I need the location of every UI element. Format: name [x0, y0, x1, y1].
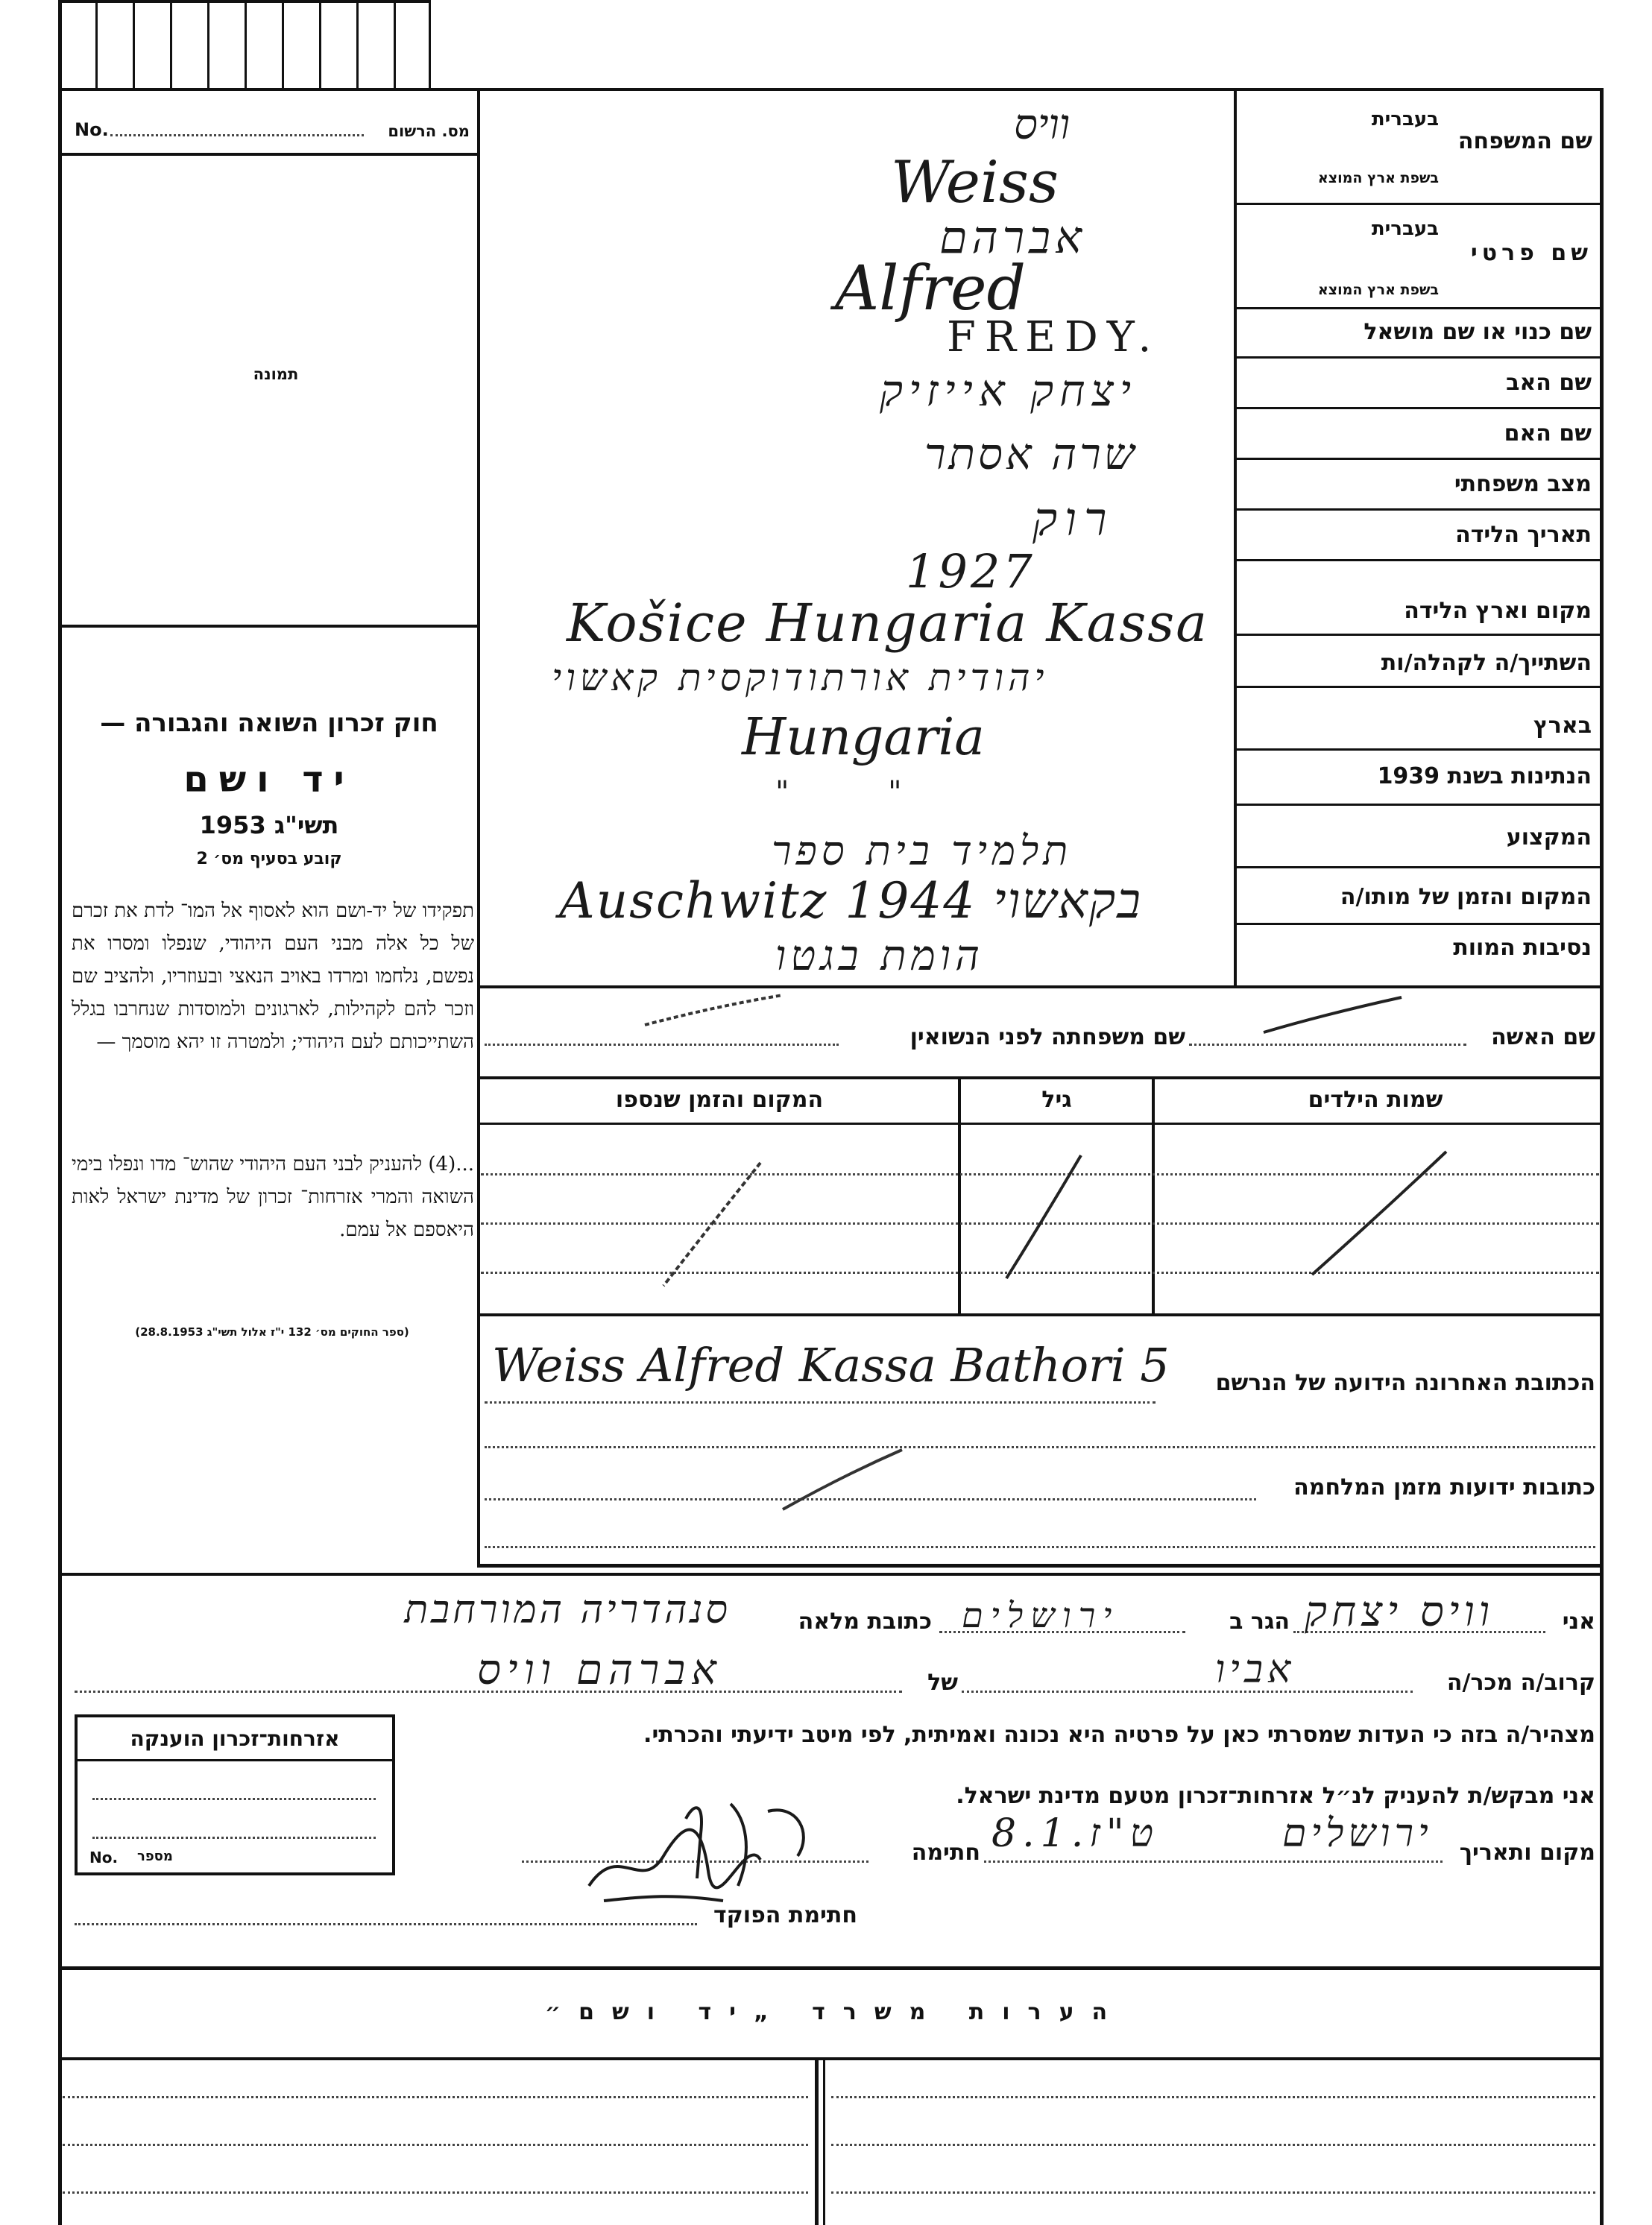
marital-value[interactable]: רוק [1032, 492, 1115, 546]
law-title: חוק זכרון השואה והגבורה — [100, 708, 438, 738]
family-origin-label: בשפת ארץ המוצא [1317, 170, 1439, 186]
citizenship-granted-box [75, 1714, 395, 1875]
office-notes-divider [815, 2059, 819, 2225]
citizenship-box-title: אזרחות־זכרון הוענקה [130, 1726, 340, 1751]
place-value[interactable]: ירושלים [1282, 1811, 1433, 1856]
death-circumstances-label: נסיבות המוות [1453, 935, 1592, 961]
war-address-label: כתובות ידועות מזמן המלחמה [1293, 1474, 1595, 1500]
date-value[interactable]: 8.1.ט"ז [991, 1811, 1160, 1856]
family-hebrew-value[interactable]: וויס [1014, 101, 1071, 149]
first-origin-label: בשפת ארץ המוצא [1317, 282, 1439, 298]
row-line [1234, 458, 1603, 460]
declarant-top-border [58, 1573, 1604, 1576]
photo-label: תמונה [253, 365, 299, 383]
first-hebrew-value[interactable]: אברהם [939, 212, 1086, 264]
declarant-i-label: אני [1562, 1609, 1595, 1635]
law-year: תשי"ג 1953 [199, 811, 339, 839]
row-line [1234, 923, 1603, 925]
declarant-address-label: כתובת מלאה [798, 1609, 932, 1635]
of-label: של [927, 1670, 958, 1696]
community-value[interactable]: יהודית אורתודוקסית קאשוי [552, 656, 1049, 699]
office-notes-line[interactable] [831, 2144, 1595, 2146]
inspector-label: חתימת הפוקד [713, 1902, 857, 1928]
marital-label: מצב משפחתי [1454, 471, 1592, 497]
family-name-label: שם המשפחה [1457, 128, 1592, 154]
office-notes-line[interactable] [63, 2144, 808, 2146]
office-notes-title: הערות משרד „יד ושם״ [544, 1999, 1126, 2025]
citizenship-box-line[interactable] [92, 1837, 376, 1839]
mother-value[interactable]: שרה אסתר [924, 429, 1138, 479]
place-date-label: מקום ותאריך [1459, 1840, 1595, 1866]
maiden-name-label: שם משפחתה לפני הנשואין [909, 1024, 1185, 1050]
country-value[interactable]: Hungaria [742, 708, 985, 767]
maiden-name-line[interactable] [485, 1044, 839, 1046]
relation-value[interactable]: אביו [1215, 1647, 1296, 1692]
last-address-label: הכתובת האחרונה הידועה של הנרשם [1215, 1370, 1595, 1396]
registration-label: מס. הרשום [388, 122, 470, 140]
birth-place-value[interactable]: Košice Hungaria Kassa [567, 593, 1208, 654]
children-col-line [958, 1076, 961, 1315]
citizenship-box-number: מספר [137, 1849, 173, 1864]
death-place-value[interactable]: Auschwitz 1944 בקאשוי [559, 872, 1142, 930]
maiden-dash-stroke [641, 988, 790, 1032]
label-column-divider [1234, 88, 1237, 986]
address-extra-line[interactable] [485, 1446, 1595, 1448]
row-line [1234, 686, 1603, 688]
left-margin-line [58, 0, 62, 2225]
children-col-line [1152, 1076, 1155, 1315]
place-date-line[interactable] [984, 1861, 1443, 1863]
section-line [477, 1564, 1603, 1568]
left-column-divider [477, 88, 480, 1568]
wife-line[interactable] [1189, 1044, 1466, 1046]
death-circumstances-value[interactable]: הומת בגטו [775, 932, 984, 980]
row-line [1234, 866, 1603, 868]
first-name-label: שם פרטי [1470, 240, 1592, 266]
citizenship-value[interactable]: " " [775, 775, 947, 809]
children-place-stroke [656, 1159, 768, 1293]
row-line [1234, 203, 1603, 205]
section-line [477, 1313, 1603, 1316]
row-line [1234, 356, 1603, 359]
declarant-signature [574, 1789, 827, 1916]
children-names-header: שמות הילדים [1308, 1087, 1443, 1113]
law-name: יד ושם [183, 759, 355, 801]
birth-date-value[interactable]: 1927 [906, 544, 1035, 599]
inspector-signature-line[interactable] [75, 1923, 697, 1925]
registration-underline [61, 153, 479, 156]
row-line [1234, 559, 1603, 561]
family-hebrew-label: בעברית [1371, 108, 1439, 130]
declarant-lives-label: הגר ב [1229, 1609, 1290, 1635]
law-paragraph-2: ...(4) להעניק לבני העם היהודי שהוש־ מדו ונפלו בימי השואה והמרי אזרחות־ זכרון של מדינת ישראל לאות היאספם אל עמם. [72, 1153, 474, 1241]
children-names-stroke [1305, 1148, 1454, 1282]
profession-value[interactable]: תלמיד בית ספר [772, 827, 1073, 874]
last-address-line[interactable] [485, 1401, 1156, 1404]
law-footnote: (ספר החוקים מס׳ 132 י"ז אלול תשי"ג 28.8.1953) [135, 1325, 409, 1339]
row-line [1234, 508, 1603, 511]
last-address-value[interactable]: Weiss Alfred Kassa Bathori 5 [492, 1338, 1170, 1392]
family-origin-value[interactable]: Weiss [891, 149, 1059, 216]
row-line [1234, 307, 1603, 309]
children-age-header: גיל [1041, 1087, 1072, 1113]
citizenship-label: הנתינות בשנת 1939 [1377, 763, 1592, 789]
photo-box-bottom [61, 625, 479, 628]
first-origin-value[interactable]: Alfred [835, 253, 1027, 324]
of-value[interactable]: אברהם וויס [477, 1646, 722, 1694]
law-paragraph-1: תפקידו של יד-ושם הוא לאסוף אל המו־ לדת את זכרם של כל אלה מבני העם היהודי, שנפלו ומסרו את נפשם, נלחמו ומרדו באויב הנאצי ובעוזריו, ולהציב שם וזכר להם לקהילות, לארגונים ולמוסדות שנחרבו בגלל השתייכותם לעם היהודי; ולמטרה זו יהא מוסמך — [72, 900, 474, 1053]
mother-label: שם האם [1504, 420, 1592, 446]
war-address-stroke [775, 1446, 909, 1513]
row-line [1234, 748, 1603, 751]
relation-line[interactable] [962, 1691, 1413, 1693]
war-address-line-2[interactable] [485, 1546, 1595, 1548]
first-hebrew-label: בעברית [1371, 218, 1439, 240]
declarant-address-value[interactable]: סנהדריה המורחבת [404, 1588, 731, 1632]
community-label: השתייך/ה לקהלה/ות [1381, 650, 1592, 676]
declarant-statement-1: מצהיר/ה בזה כי העדות שמסרתי כאן על פרטיה היא נכונה ואמיתית, לפי מיטב ידיעתי והכרתי. [643, 1722, 1595, 1748]
declarant-name-value[interactable]: וויס יצחק [1305, 1588, 1495, 1636]
profession-label: המקצוע [1506, 824, 1592, 850]
birth-date-label: תאריך הלידה [1455, 522, 1592, 548]
relation-label: קרוב/ה מכר/ה [1446, 1670, 1595, 1696]
law-clause: קובע בסעיף מס׳ 2 [196, 850, 342, 868]
children-age-stroke [999, 1152, 1088, 1286]
table-row-line [477, 1123, 1603, 1125]
birth-place-label: מקום וארץ הלידה [1404, 598, 1592, 624]
father-value[interactable]: יצחק אייזיק [880, 365, 1138, 416]
citizenship-box-line[interactable] [92, 1798, 376, 1800]
registration-no-line[interactable] [110, 134, 364, 136]
row-line [1234, 804, 1603, 806]
father-label: שם האב [1506, 370, 1592, 396]
wife-dash-stroke [1260, 991, 1409, 1036]
death-place-label: המקום והזמן של מותו/ה [1340, 884, 1592, 910]
citizenship-box-no: No. [89, 1849, 119, 1866]
country-label: בארץ [1533, 713, 1592, 739]
declarant-statement-2: אני מבקש/ת להעניק לנ״ל אזרחות־זכרון מטעם מדינת ישראל. [956, 1783, 1595, 1809]
section-line [477, 1076, 1603, 1079]
office-notes-line[interactable] [831, 2191, 1595, 2194]
children-place-header: המקום והזמן שנספו [615, 1087, 824, 1113]
office-notes-header-line [58, 2057, 1604, 2060]
declarant-lives-value[interactable]: ירושלים [962, 1595, 1120, 1635]
office-notes-top-border [58, 1966, 1604, 1970]
office-notes-line[interactable] [63, 2191, 808, 2194]
nickname-label: שם כנוי או שם מושאל [1363, 319, 1592, 345]
office-notes-line[interactable] [63, 2096, 808, 2098]
row-line [1234, 634, 1603, 636]
row-line [1234, 407, 1603, 409]
nickname-value[interactable]: FREDY. [947, 313, 1161, 362]
wife-label: שם האשה [1491, 1024, 1595, 1050]
office-notes-divider [823, 2059, 825, 2225]
punch-card-boxes [58, 0, 431, 89]
office-notes-line[interactable] [831, 2096, 1595, 2098]
signature-label: חתימה [911, 1840, 980, 1866]
registration-no-label: No. [75, 119, 109, 140]
